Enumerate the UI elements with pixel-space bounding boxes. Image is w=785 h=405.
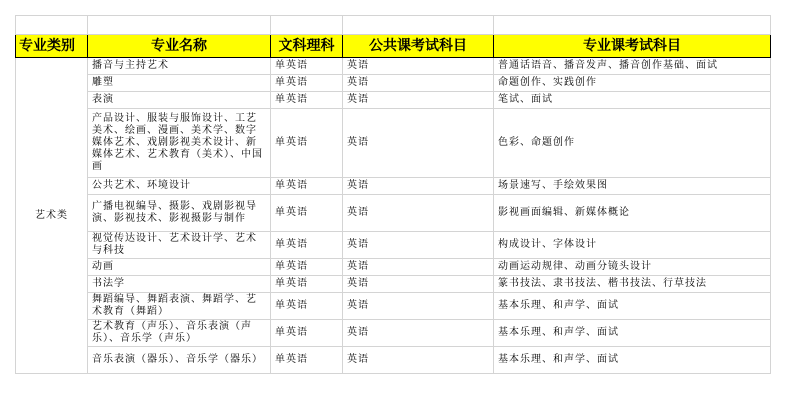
major-subject-cell[interactable]: 笔试、面试 xyxy=(494,92,771,109)
major-name-cell[interactable]: 书法学 xyxy=(88,276,271,293)
major-name-cell[interactable]: 播音与主持艺术 xyxy=(88,58,271,75)
table-row xyxy=(16,109,771,178)
track-cell[interactable]: 单英语 xyxy=(271,195,343,232)
table-row xyxy=(16,178,771,195)
public-subject-cell[interactable]: 英语 xyxy=(343,109,494,178)
empty-cell[interactable] xyxy=(271,16,343,35)
header-major-name[interactable]: 专业名称 xyxy=(88,35,271,58)
table-row xyxy=(16,259,771,276)
track-cell[interactable]: 单英语 xyxy=(271,109,343,178)
track-cell[interactable]: 单英语 xyxy=(271,75,343,92)
major-name-cell[interactable]: 表演 xyxy=(88,92,271,109)
header-row xyxy=(16,35,771,58)
major-name-cell[interactable]: 音乐表演（器乐）、音乐学（器乐） xyxy=(88,347,271,374)
public-subject-cell[interactable]: 英语 xyxy=(343,293,494,320)
major-subject-cell[interactable]: 基本乐理、和声学、面试 xyxy=(494,293,771,320)
public-subject-cell[interactable]: 英语 xyxy=(343,58,494,75)
header-track[interactable]: 文科理科 xyxy=(271,35,343,58)
empty-cell[interactable] xyxy=(494,16,771,35)
major-name-cell[interactable]: 雕塑 xyxy=(88,75,271,92)
public-subject-cell[interactable]: 英语 xyxy=(343,259,494,276)
header-public-subject[interactable]: 公共课考试科目 xyxy=(343,35,494,58)
table-row xyxy=(16,92,771,109)
major-subject-cell[interactable]: 普通话语音、播音发声、播音创作基础、面试 xyxy=(494,58,771,75)
major-name-cell[interactable]: 动画 xyxy=(88,259,271,276)
major-subject-cell[interactable]: 动画运动规律、动画分镜头设计 xyxy=(494,259,771,276)
track-cell[interactable]: 单英语 xyxy=(271,58,343,75)
empty-cell[interactable] xyxy=(16,16,88,35)
major-name-cell[interactable]: 舞蹈编导、舞蹈表演、舞蹈学、艺术教育（舞蹈） xyxy=(88,293,271,320)
major-name-cell[interactable]: 产品设计、服装与服饰设计、工艺美术、绘画、漫画、美术学、数字媒体艺术、戏剧影视美术设计、新媒体艺术、艺术教育（美术）、中国画 xyxy=(88,109,271,178)
table-row xyxy=(16,347,771,374)
major-name-cell[interactable]: 视觉传达设计、艺术设计学、艺术与科技 xyxy=(88,232,271,259)
public-subject-cell[interactable]: 英语 xyxy=(343,276,494,293)
public-subject-cell[interactable]: 英语 xyxy=(343,178,494,195)
table-row xyxy=(16,276,771,293)
empty-cell[interactable] xyxy=(88,16,271,35)
table-row xyxy=(16,320,771,347)
header-category[interactable]: 专业类别 xyxy=(16,35,88,58)
empty-cell[interactable] xyxy=(343,16,494,35)
major-subject-cell[interactable]: 篆书技法、隶书技法、楷书技法、行草技法 xyxy=(494,276,771,293)
track-cell[interactable]: 单英语 xyxy=(271,347,343,374)
major-subject-cell[interactable]: 构成设计、字体设计 xyxy=(494,232,771,259)
track-cell[interactable]: 单英语 xyxy=(271,320,343,347)
public-subject-cell[interactable]: 英语 xyxy=(343,92,494,109)
track-cell[interactable]: 单英语 xyxy=(271,232,343,259)
major-name-cell[interactable]: 广播电视编导、摄影、戏剧影视导演、影视技术、影视摄影与制作 xyxy=(88,195,271,232)
table-row xyxy=(16,293,771,320)
track-cell[interactable]: 单英语 xyxy=(271,293,343,320)
table-row xyxy=(16,232,771,259)
major-name-cell[interactable]: 艺术教育（声乐）、音乐表演（声乐）、音乐学（声乐） xyxy=(88,320,271,347)
major-subject-cell[interactable]: 基本乐理、和声学、面试 xyxy=(494,347,771,374)
table-row xyxy=(16,75,771,92)
header-major-subject[interactable]: 专业课考试科目 xyxy=(494,35,771,58)
table-row xyxy=(16,195,771,232)
public-subject-cell[interactable]: 英语 xyxy=(343,75,494,92)
public-subject-cell[interactable]: 英语 xyxy=(343,347,494,374)
track-cell[interactable]: 单英语 xyxy=(271,259,343,276)
major-subject-cell[interactable]: 影视画面编辑、新媒体概论 xyxy=(494,195,771,232)
public-subject-cell[interactable]: 英语 xyxy=(343,195,494,232)
public-subject-cell[interactable]: 英语 xyxy=(343,320,494,347)
major-subject-cell[interactable]: 场景速写、手绘效果图 xyxy=(494,178,771,195)
blank-row xyxy=(16,16,771,35)
track-cell[interactable]: 单英语 xyxy=(271,178,343,195)
public-subject-cell[interactable]: 英语 xyxy=(343,232,494,259)
category-cell[interactable]: 艺术类 xyxy=(16,58,88,374)
major-subject-cell[interactable]: 命题创作、实践创作 xyxy=(494,75,771,92)
table-row xyxy=(16,58,771,75)
exam-subjects-table xyxy=(15,15,771,374)
major-subject-cell[interactable]: 基本乐理、和声学、面试 xyxy=(494,320,771,347)
track-cell[interactable]: 单英语 xyxy=(271,276,343,293)
major-subject-cell[interactable]: 色彩、命题创作 xyxy=(494,109,771,178)
major-name-cell[interactable]: 公共艺术、环境设计 xyxy=(88,178,271,195)
track-cell[interactable]: 单英语 xyxy=(271,92,343,109)
